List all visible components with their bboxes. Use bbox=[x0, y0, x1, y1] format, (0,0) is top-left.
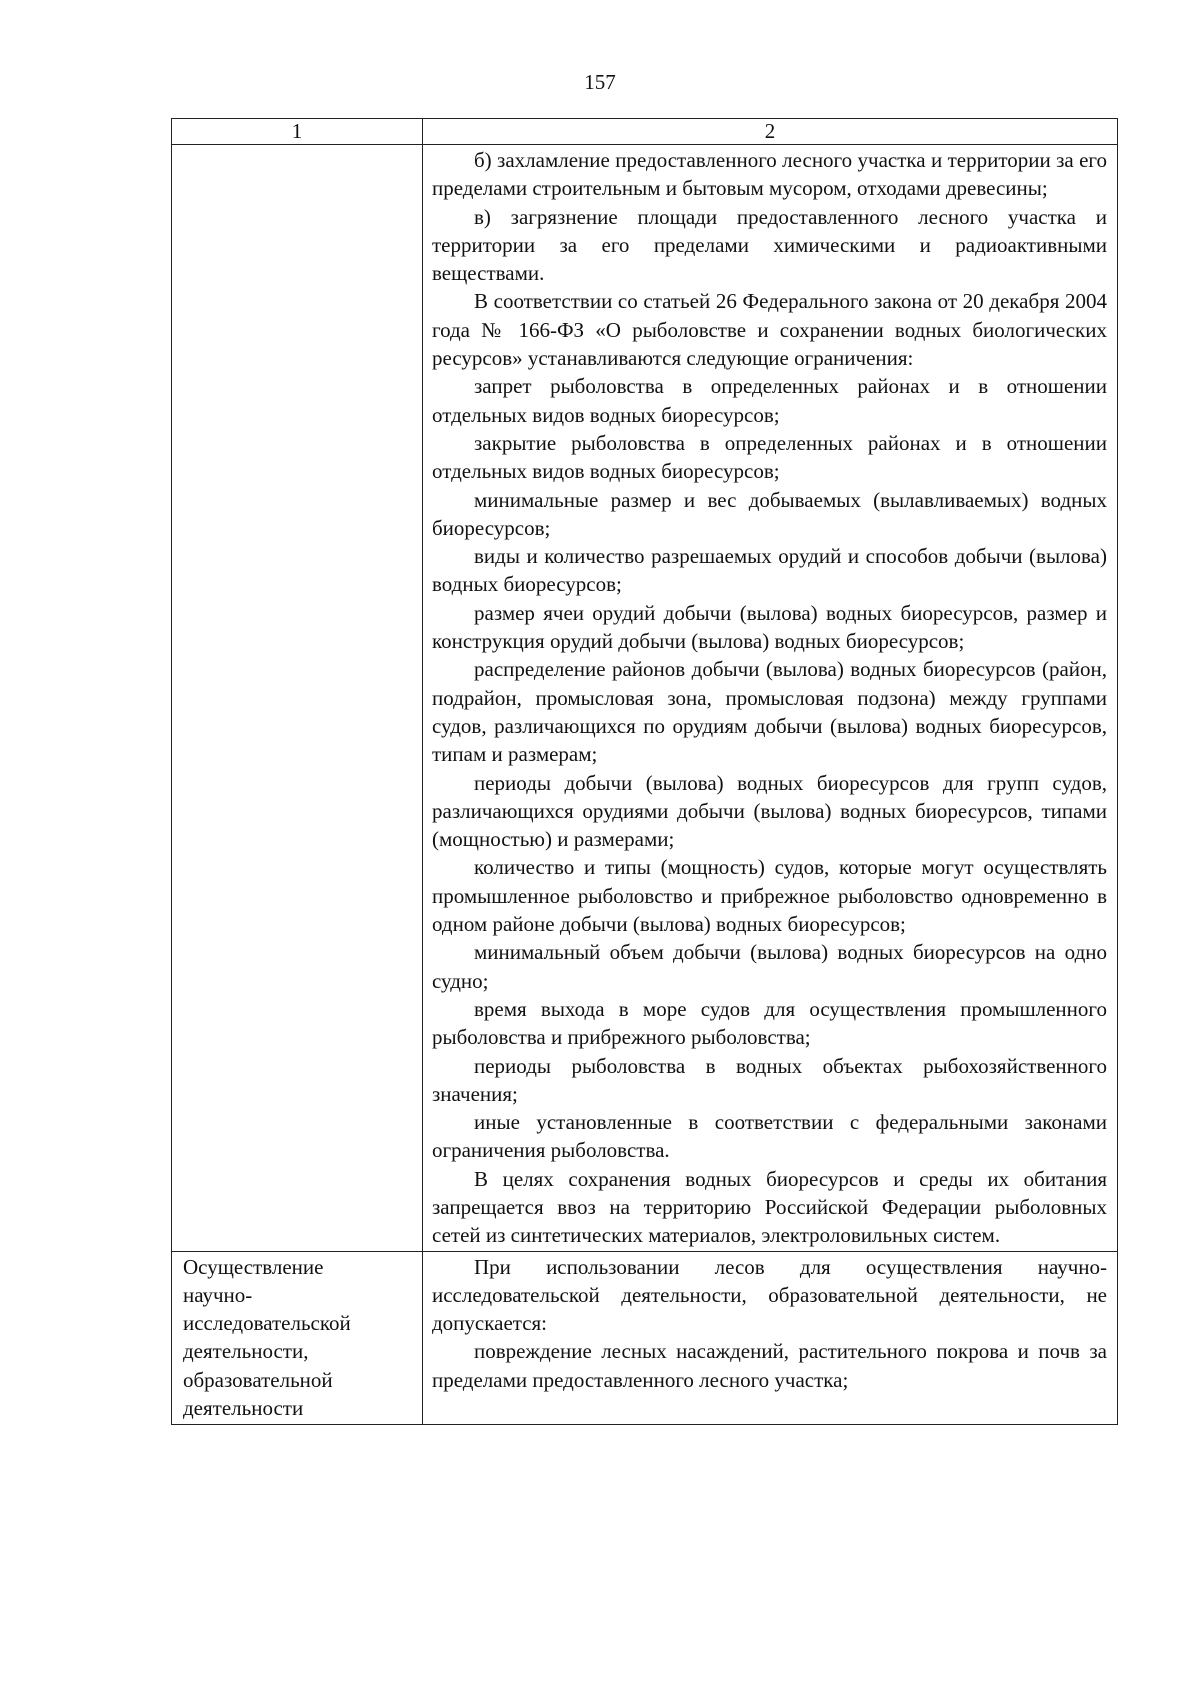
activity-cell-empty bbox=[172, 145, 423, 1252]
rule-paragraph: размер ячеи орудий добычи (вылова) водных биоресурсов, размер и конструкция орудий добычи (вылова) водных биоресурсов; bbox=[432, 600, 1107, 654]
rules-cell bbox=[423, 145, 1118, 1252]
rule-paragraph: периоды рыболовства в водных объектах рыбохозяйственного значения; bbox=[432, 1053, 1107, 1106]
rule-paragraph: б) захламление предоставленного лесного участка и территории за его пределами строительным и бытовым мусором, отходами древесины; bbox=[432, 148, 1107, 201]
rule-paragraph: виды и количество разрешаемых орудий и способов добычи (вылова) водных биоресурсов; bbox=[432, 544, 1107, 597]
rule-paragraph: В целях сохранения водных биоресурсов и среды их обитания запрещается ввоз на территорию Российской Федерации рыболовных сетей из синтетических материалов, электроловильных систем. bbox=[432, 1166, 1107, 1248]
rule-paragraph: При использовании лесов для осуществления научно-исследовательской деятельности, образовательной деятельности, не допускается: bbox=[432, 1254, 1107, 1336]
table-row bbox=[172, 1251, 1118, 1425]
activity-line: исследовательской bbox=[183, 1311, 351, 1336]
activity-line: деятельности bbox=[183, 1396, 304, 1421]
activity-line: образовательной bbox=[183, 1367, 333, 1392]
activity-cell bbox=[172, 1251, 423, 1425]
rule-paragraph: минимальные размер и вес добываемых (вылавливаемых) водных биоресурсов; bbox=[432, 487, 1107, 540]
table-header-row bbox=[172, 119, 1118, 145]
table-row bbox=[172, 145, 1118, 1252]
activity-line: научно- bbox=[183, 1282, 253, 1307]
page-number: 157 bbox=[584, 70, 616, 94]
activity-line: Осуществление bbox=[183, 1254, 324, 1279]
rule-paragraph: распределение районов добычи (вылова) водных биоресурсов (район, подрайон, промысловая зона, промысловая подзона) между группами судов, различающихся по орудиям добычи (вылова) водных биоресурсов, типам и размерам; bbox=[432, 657, 1107, 767]
rule-paragraph: количество и типы (мощность) судов, которые могут осуществлять промышленное рыболовство и прибрежное рыболовство одновременно в одном районе добычи (вылова) водных биоресурсов; bbox=[432, 855, 1107, 937]
activity-line: деятельности, bbox=[183, 1339, 309, 1364]
rules-cell bbox=[423, 1251, 1118, 1425]
rule-paragraph: минимальный объем добычи (вылова) водных биоресурсов на одно судно; bbox=[432, 940, 1107, 993]
rule-paragraph: В соответствии со статьей 26 Федерального закона от 20 декабря 2004 года № 166-ФЗ «О рыболовстве и сохранении водных биологических ресурсов» устанавливаются следующие ограничения: bbox=[432, 289, 1107, 371]
rule-paragraph: иные установленные в соответствии с федеральными законами ограничения рыболовства. bbox=[432, 1110, 1107, 1163]
rule-paragraph: время выхода в море судов для осуществления промышленного рыболовства и прибрежного рыболовства; bbox=[432, 996, 1107, 1050]
column-header-2: 2 bbox=[423, 119, 1118, 145]
rule-paragraph: закрытие рыболовства в определенных районах и в отношении отдельных видов водных биоресурсов; bbox=[432, 430, 1107, 484]
rule-paragraph: в) загрязнение площади предоставленного лесного участка и территории за его пределами химическими и радиоактивными веществами. bbox=[432, 204, 1107, 286]
column-header-1: 1 bbox=[172, 119, 423, 145]
restrictions-table bbox=[171, 118, 1118, 1425]
rule-paragraph: повреждение лесных насаждений, растительного покрова и почв за пределами предоставленного лесного участка; bbox=[432, 1339, 1107, 1392]
rule-paragraph: запрет рыболовства в определенных районах и в отношении отдельных видов водных биоресурсов; bbox=[432, 374, 1107, 427]
rule-paragraph: периоды добычи (вылова) водных биоресурсов для групп судов, различающихся орудиями добычи (вылова) водных биоресурсов, типами (мощностью) и размерами; bbox=[432, 770, 1107, 852]
